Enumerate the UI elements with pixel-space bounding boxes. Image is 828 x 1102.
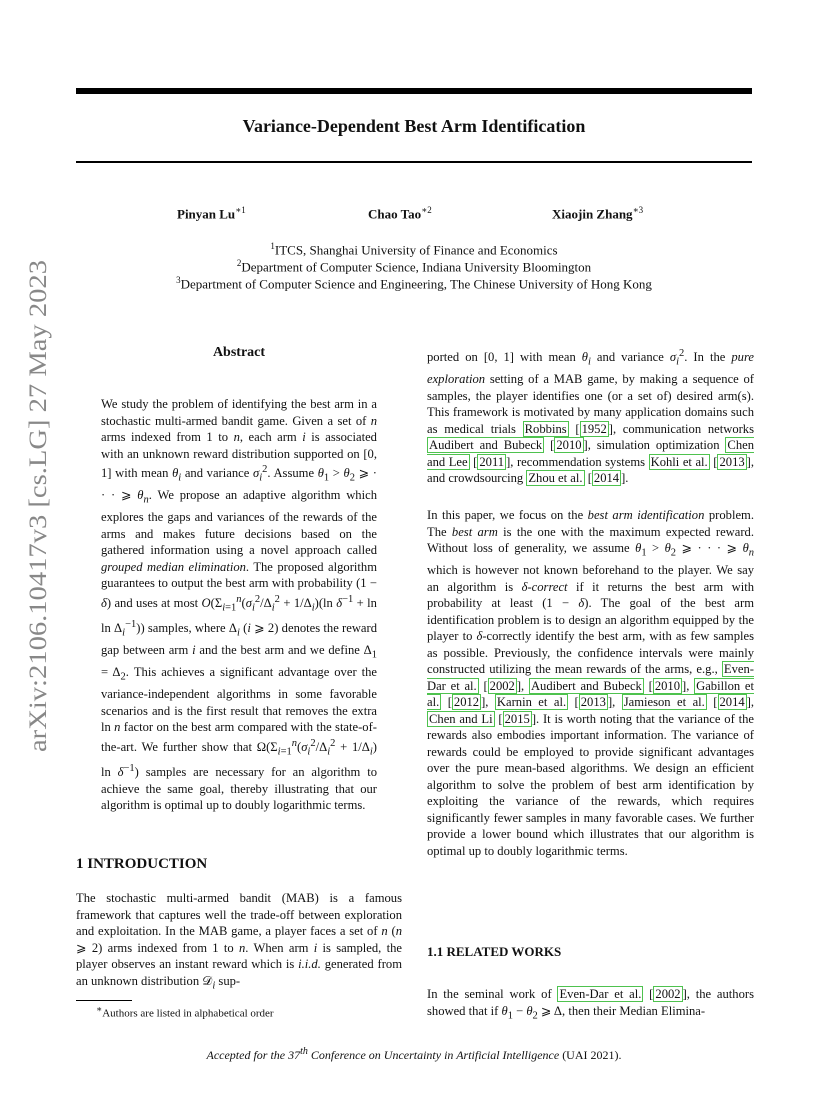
- related-works-heading: 1.1 RELATED WORKS: [427, 944, 562, 959]
- footnote-rule: [76, 1000, 132, 1001]
- intro-continued-paragraph: ported on [0, 1] with mean $\theta_i$ and variance $\sigma_i^2$. In the pure exploration setting of a MAB game, by making a sequence of samples, the player identifies one (or a set of) desired arm(s). This framework is motivated by many application domains such as medical trials Robbins [ 1952 ], communication networks Audibert and Bubeck [ 2010 ], simulation optimization Chen and Lee [ 2011 ], recommendation systems Kohli et al. [ 2013 ], and crowdsourcing Zhou et al. [ 2014 ].: [427, 348, 755, 486]
- abstract-body: We study the problem of identifying the best arm in a stochastic multi-armed bandit game. Given a set of n arms indexed from 1 to n, each arm i is associated with an unknown reward distribution supported on [0, 1] with mean $\theta_i$ and variance $\sigma_i^2$. Assume $\theta_1 > \theta_2$ ⩾ · · · ⩾ $\theta_n$. We propose an adaptive algorithm which explores the gaps and variances of the rewards of the arms and makes future decisions based on the gathered information using a novel approach called grouped median elimination. The proposed algorithm guarantees to output the best arm with probability (1 − δ) and uses at most $O(\Sigma_{i=1}^n(\sigma_i^2/\Delta_i^2 + 1/\Delta_i)(\ln$ $\delta^{-1} + \ln \ln \Delta_i^{-1}$)) samples, where $\Delta_i$ (i ⩾ 2) denotes the reward gap between arm i and the best arm and we define $\Delta_1 = \Delta_2$. This achieves a significant advantage over the variance-independent algorithms in some favorable scenarios and is the first result that removes the extra ln n factor on the best arm compared with the state-of-the-art. We further show that $\Omega(\Sigma_{i=1}^n(\sigma_i^2/\Delta_i^2 + 1/\Delta_i)$ $\ln \delta^{-1}$) samples are necessary for an algorithm to achieve the same goal, thereby illustrating that our algorithm is optimal up to doubly logarithmic terms.: [101, 397, 378, 813]
- abstract-heading: Abstract: [212, 345, 266, 360]
- introduction-body: The stochastic multi-armed bandit (MAB) is a famous framework that captures well the trade-off between exploration and exploitation. In the MAB game, a player faces a set of n (n ⩾ 2) arms indexed from 1 to n. When arm i is sampled, the player observes an instant reward which is i.i.d. generated from an unknown distribution 𝒟$_i$ sup-: [76, 891, 402, 992]
- affiliation-3: $^3$Department of Computer Science and Engineering, The Chinese University of Hong Kong: [176, 275, 652, 292]
- top-thick-rule: [76, 88, 752, 94]
- best-arm-paragraph: In this paper, we focus on the best arm identification problem. The best arm is the one with the maximum expected reward. Without loss of generality, we assume $\theta_1 > \theta_2$ ⩾ · · · ⩾ $\theta_n$ which is however not known beforehand to the player. We say an algorithm is δ-correct if it returns the best arm with probability at least (1 − δ). The goal of the best arm identification problem is to design an algorithm equipped by the player to δ-correctly identify the best arm, with as few samples as possible. Previously, the confidence intervals were mainly constructed utilizing the mean rewards of the arms, e.g., Even-Dar et al. [ 2002 ], Audibert and Bubeck [ 2010 ], Gabillon et al. [ 2012 ], Karnin et al. [ 2013 ], Jamieson et al. [ 2014 ], Chen and Li [ 2015 ]. It is worth noting that the variance of the rewards also embodies important information. The variance of rewards could be employed to provide significant advantages over the pure mean-based algorithms. We design an efficient algorithm to solve the problem of best arm identification by exploiting the variance of the rewards, which requires significantly fewer samples in many favorable cases. We further provide a lower bound which illustrates that our algorithm is optimal up to doubly logarithmic terms.: [427, 508, 755, 858]
- paper-title: Variance-Dependent Best Arm Identification: [242, 116, 586, 136]
- title-underline-rule: [76, 161, 752, 163]
- author-3: Xiaojin Zhang$^{∗3}$: [552, 205, 644, 222]
- arxiv-stamp: [16, 258, 56, 752]
- arxiv-stamp-text: arXiv:2106.10417v3 [cs.LG] 27 May 2023: [25, 321, 52, 752]
- author-1: Pinyan $Lu^{∗1}$: [177, 205, 246, 222]
- related-works-body: In the seminal work of Even-Dar et al. [ 2002 ], the authors showed that if $\theta_1 - \theta_2$ ⩾ Δ, then their Median Elimina-: [427, 987, 754, 1022]
- page-footer: Accepted for the 37th Conference on Uncertainty in Artificial Intelligence (UAI 2021).: [206, 1046, 622, 1062]
- author-2: Chao Tao$^{∗2}$: [368, 205, 432, 222]
- affiliation-2: $^2$Department of Computer Science, Indiana University Bloomington: [236, 258, 592, 275]
- footnote: ∗Authors are listed in alphabetical order: [96, 1004, 274, 1020]
- introduction-heading: 1 INTRODUCTION: [76, 856, 208, 872]
- affiliation-1: $^1$ITCS, Shanghai University of Finance and Economics: [270, 241, 558, 258]
